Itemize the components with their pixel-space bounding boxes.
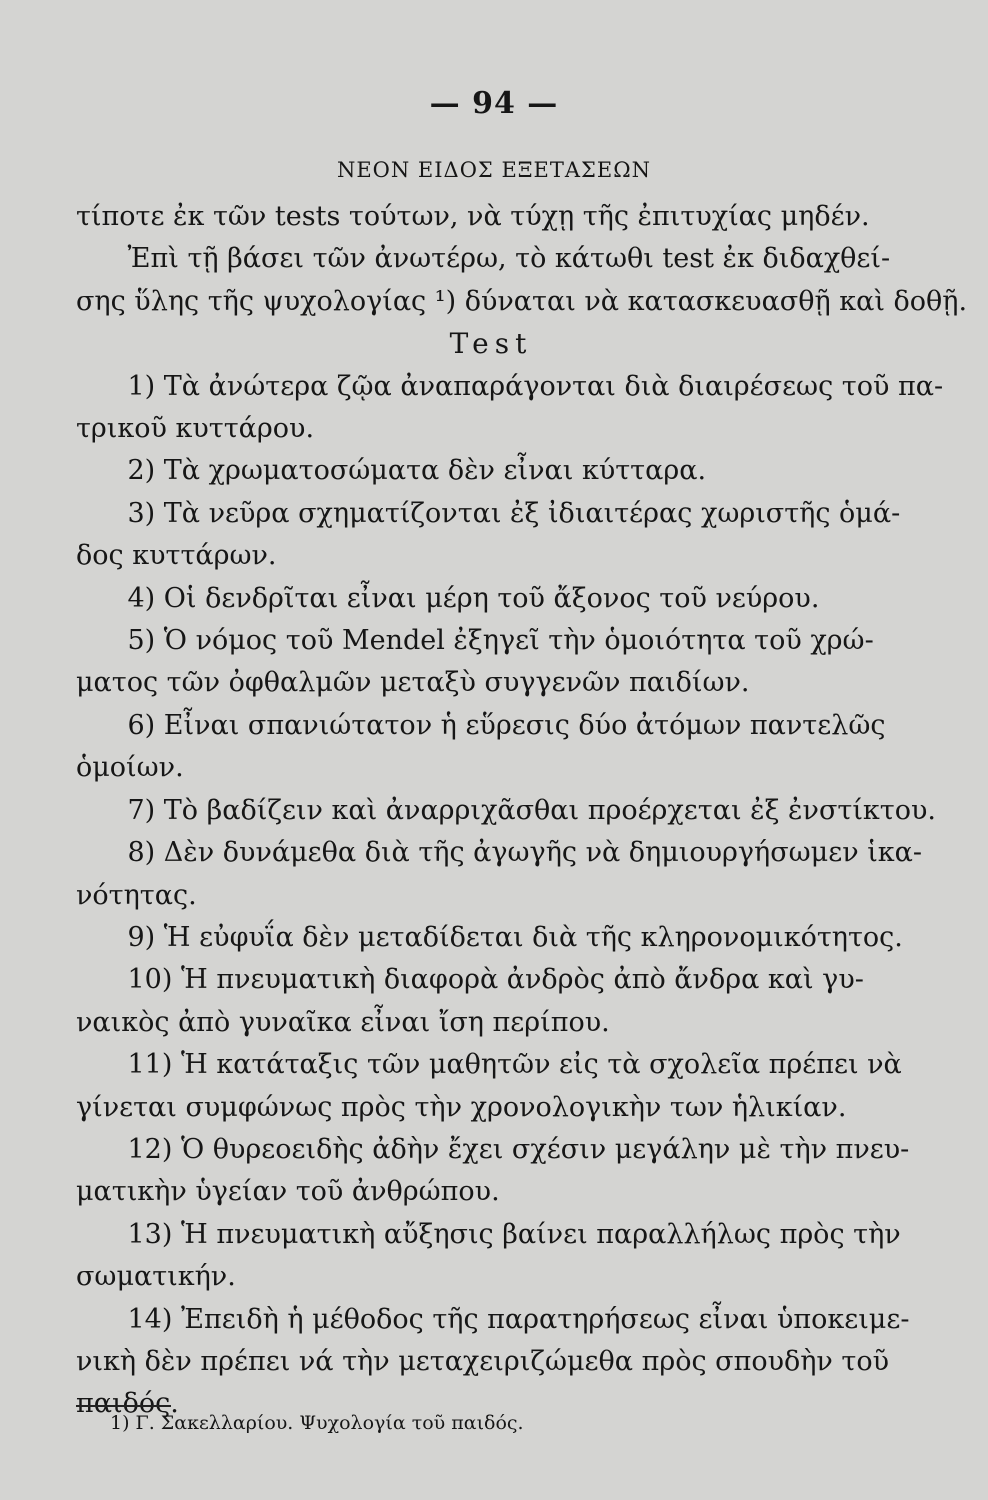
text-line: ὁμοίων.	[76, 752, 184, 784]
running-head: ΝΕΟΝ ΕΙΔΟΣ ΕΞΕΤΑΣΕΩΝ	[336, 158, 652, 182]
text-line: 12) Ὁ θυρεοειδὴς ἀδὴν ἔχει σχέσιν μεγάλην μὲ τὴν πνευ-	[76, 1133, 910, 1165]
section-heading: Test	[449, 327, 533, 361]
text-line: 13) Ἡ πνευματικὴ αὔξησις βαίνει παραλλήλως πρὸς τὴν	[76, 1218, 901, 1250]
text-line: 1) Τὰ ἀνώτερα ζῷα ἀναπαράγονται διὰ διαιρέσεως τοῦ πα-	[76, 370, 944, 402]
text-line: 7) Τὸ βαδίζειν καὶ ἀναρριχᾶσθαι προέρχεται ἐξ ἐνστίκτου.	[76, 794, 936, 826]
text-line: δος κυττάρων.	[76, 540, 277, 572]
text-line: 9) Ἡ εὐφυΐα δὲν μεταδίδεται διὰ τῆς κληρονομικότητος.	[76, 921, 903, 953]
text-line: σης ὕλης τῆς ψυχολογίας ¹) δύναται νὰ κατασκευασθῇ καὶ δοθῇ.	[76, 285, 968, 317]
text-line: σωματικήν.	[76, 1261, 236, 1293]
text-line: 10) Ἡ πνευματικὴ διαφορὰ ἀνδρὸς ἀπὸ ἄνδρα καὶ γυ-	[76, 964, 864, 996]
text-line: παιδός.	[76, 1388, 179, 1420]
text-line: Ἐπὶ τῇ βάσει τῶν ἀνωτέρω, τὸ κάτωθι test ἐκ διδαχθεί-	[76, 243, 891, 275]
text-line: 8) Δὲν δυνάμεθα διὰ τῆς ἀγωγῆς νὰ δημιουργήσωμεν ἱκα-	[76, 837, 923, 869]
text-line: νότητας.	[76, 879, 197, 911]
page-number: — 94 —	[429, 86, 559, 121]
text-line: 2) Τὰ χρωματοσώματα δὲν εἶναι κύτταρα.	[76, 455, 707, 487]
text-line: τίποτε ἐκ τῶν tests τούτων, νὰ τύχῃ τῆς ἐπιτυχίας μηδέν.	[76, 201, 870, 232]
text-line: 11) Ἡ κατάταξις τῶν μαθητῶν εἰς τὰ σχολεῖα πρέπει νὰ	[76, 1049, 902, 1081]
text-line: 5) Ὁ νόμος τοῦ Mendel ἐξηγεῖ τὴν ὁμοιότητα τοῦ χρώ-	[76, 625, 874, 657]
text-line: ματος τῶν ὀφθαλμῶν μεταξὺ συγγενῶν παιδίων.	[76, 667, 750, 699]
text-line: νικὴ δὲν πρέπει νά τὴν μεταχειριζώμεθα πρὸς σπουδὴν τοῦ	[76, 1345, 890, 1377]
text-line: γίνεται συμφώνως πρὸς τὴν χρονολογικὴν των ἡλικίαν.	[76, 1091, 847, 1123]
text-line: 14) Ἐπειδὴ ἡ μέθοδος τῆς παρατηρήσεως εἶναι ὑποκειμε-	[76, 1303, 910, 1335]
text-line: 6) Εἶναι σπανιώτατον ἡ εὕρεσις δύο ἀτόμων παντελῶς	[76, 709, 886, 741]
footnote: 1) Γ. Σακελλαρίου. Ψυχολογία τοῦ παιδός.	[110, 1412, 524, 1434]
text-line: ματικὴν ὑγείαν τοῦ ἀνθρώπου.	[76, 1176, 500, 1208]
text-line: τρικοῦ κυττάρου.	[76, 413, 315, 445]
text-line: 4) Οἱ δενδρῖται εἶναι μέρη τοῦ ἄξονος τοῦ νεύρου.	[76, 582, 820, 614]
text-line: ναικὸς ἀπὸ γυναῖκα εἶναι ἴση περίπου.	[76, 1006, 610, 1038]
body-text	[76, 196, 968, 1426]
text-line: 3) Τὰ νεῦρα σχηματίζονται ἐξ ἰδιαιτέρας χωριστῆς ὁμά-	[76, 497, 901, 529]
footnote-rule	[76, 1405, 171, 1407]
